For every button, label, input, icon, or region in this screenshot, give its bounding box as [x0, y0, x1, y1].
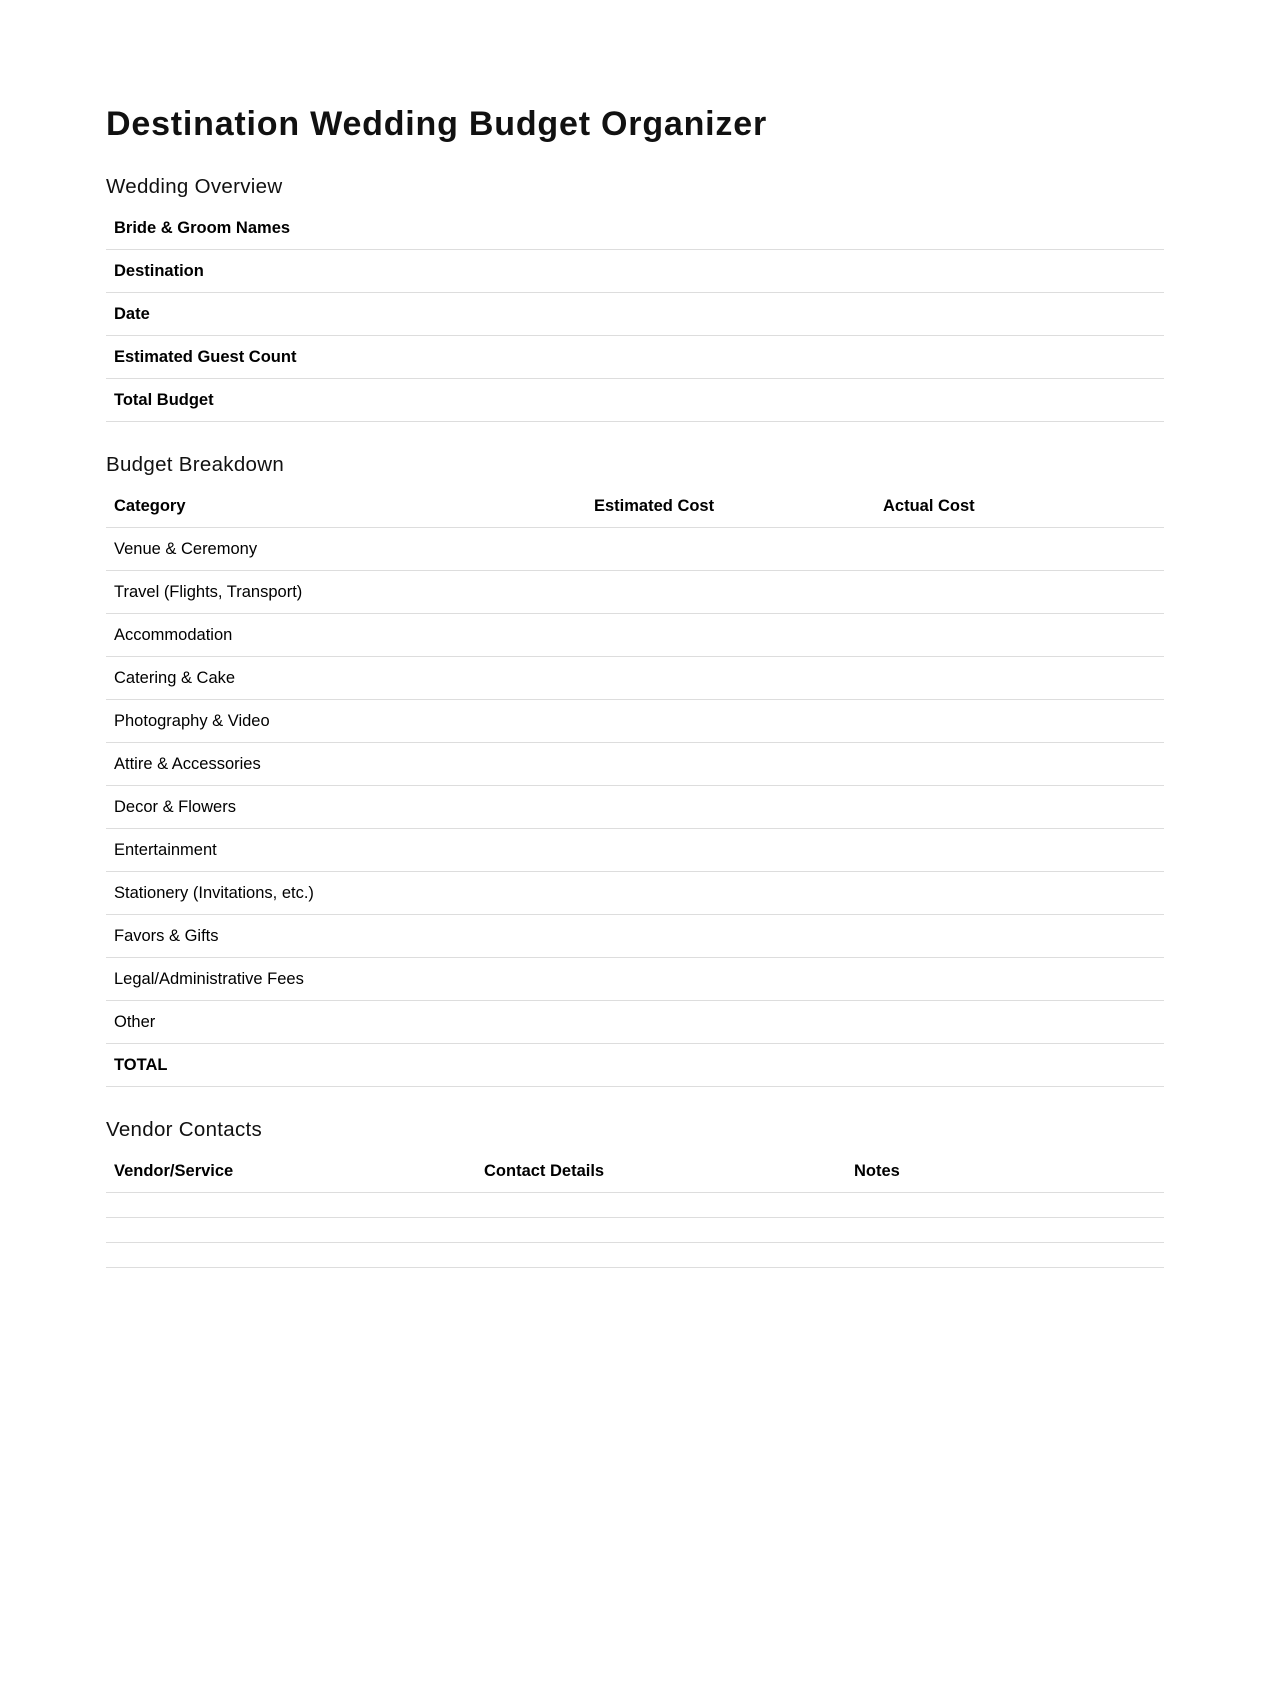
- overview-row: [106, 336, 1164, 379]
- budget-row: [106, 872, 1164, 915]
- overview-row: [106, 250, 1164, 293]
- column-header-actual-cost: Actual Cost: [875, 485, 1164, 528]
- overview-label: Date: [106, 293, 586, 336]
- overview-row: [106, 293, 1164, 336]
- budget-category: Venue & Ceremony: [106, 528, 586, 571]
- budget-estimated-cell[interactable]: [586, 915, 875, 958]
- overview-value[interactable]: [586, 207, 1164, 250]
- budget-actual-cell[interactable]: [875, 958, 1164, 1001]
- budget-row: [106, 915, 1164, 958]
- overview-value[interactable]: [586, 336, 1164, 379]
- vendor-heading: Vendor Contacts: [106, 1118, 263, 1141]
- budget-actual-cell[interactable]: [875, 614, 1164, 657]
- vendor-row: [106, 1193, 1164, 1218]
- page-title: Destination Wedding Budget Organizer: [106, 105, 767, 143]
- contact-cell[interactable]: [476, 1218, 846, 1243]
- budget-category: Stationery (Invitations, etc.): [106, 872, 586, 915]
- budget-total-label: TOTAL: [106, 1044, 586, 1087]
- budget-category: Other: [106, 1001, 586, 1044]
- overview-value[interactable]: [586, 250, 1164, 293]
- budget-estimated-cell[interactable]: [586, 700, 875, 743]
- budget-heading: Budget Breakdown: [106, 453, 285, 476]
- overview-heading: Wedding Overview: [106, 175, 283, 198]
- budget-actual-cell[interactable]: [875, 1001, 1164, 1044]
- budget-row: [106, 958, 1164, 1001]
- column-header-notes: Notes: [846, 1150, 1164, 1193]
- vendor-table: [106, 1150, 1164, 1268]
- overview-label: Destination: [106, 250, 586, 293]
- budget-total-actual-cell[interactable]: [875, 1044, 1164, 1087]
- budget-section: [106, 450, 1164, 1087]
- contact-cell[interactable]: [476, 1243, 846, 1268]
- budget-category: Favors & Gifts: [106, 915, 586, 958]
- vendor-header-row: [106, 1150, 1164, 1193]
- budget-estimated-cell[interactable]: [586, 958, 875, 1001]
- column-header-estimated-cost: Estimated Cost: [586, 485, 875, 528]
- budget-actual-cell[interactable]: [875, 700, 1164, 743]
- budget-actual-cell[interactable]: [875, 829, 1164, 872]
- budget-actual-cell[interactable]: [875, 786, 1164, 829]
- budget-estimated-cell[interactable]: [586, 657, 875, 700]
- document-content: [106, 98, 1164, 1268]
- overview-label: Bride & Groom Names: [106, 207, 586, 250]
- notes-cell[interactable]: [846, 1243, 1164, 1268]
- budget-row: [106, 528, 1164, 571]
- budget-row: [106, 700, 1164, 743]
- budget-category: Decor & Flowers: [106, 786, 586, 829]
- overview-value[interactable]: [586, 293, 1164, 336]
- budget-actual-cell[interactable]: [875, 743, 1164, 786]
- budget-total-estimated-cell[interactable]: [586, 1044, 875, 1087]
- overview-label: Total Budget: [106, 379, 586, 422]
- budget-actual-cell[interactable]: [875, 571, 1164, 614]
- vendor-cell[interactable]: [106, 1218, 476, 1243]
- vendor-section: [106, 1115, 1164, 1268]
- budget-category: Photography & Video: [106, 700, 586, 743]
- budget-category: Entertainment: [106, 829, 586, 872]
- column-header-vendor-service: Vendor/Service: [106, 1150, 476, 1193]
- budget-row: [106, 829, 1164, 872]
- budget-category: Catering & Cake: [106, 657, 586, 700]
- budget-row: [106, 786, 1164, 829]
- overview-table: [106, 207, 1164, 422]
- budget-estimated-cell[interactable]: [586, 786, 875, 829]
- budget-category: Travel (Flights, Transport): [106, 571, 586, 614]
- budget-estimated-cell[interactable]: [586, 829, 875, 872]
- budget-table: [106, 485, 1164, 1087]
- vendor-row: [106, 1243, 1164, 1268]
- overview-row: [106, 207, 1164, 250]
- overview-section: [106, 172, 1164, 422]
- vendor-cell[interactable]: [106, 1193, 476, 1218]
- overview-row: [106, 379, 1164, 422]
- budget-row: [106, 743, 1164, 786]
- vendor-row: [106, 1218, 1164, 1243]
- contact-cell[interactable]: [476, 1193, 846, 1218]
- budget-actual-cell[interactable]: [875, 657, 1164, 700]
- column-header-contact-details: Contact Details: [476, 1150, 846, 1193]
- budget-category: Legal/Administrative Fees: [106, 958, 586, 1001]
- budget-estimated-cell[interactable]: [586, 743, 875, 786]
- budget-row: [106, 571, 1164, 614]
- budget-estimated-cell[interactable]: [586, 1001, 875, 1044]
- budget-estimated-cell[interactable]: [586, 571, 875, 614]
- budget-total-row: [106, 1044, 1164, 1087]
- budget-estimated-cell[interactable]: [586, 872, 875, 915]
- budget-header-row: [106, 485, 1164, 528]
- column-header-category: Category: [106, 485, 586, 528]
- budget-category: Accommodation: [106, 614, 586, 657]
- budget-category: Attire & Accessories: [106, 743, 586, 786]
- budget-actual-cell[interactable]: [875, 528, 1164, 571]
- budget-row: [106, 1001, 1164, 1044]
- budget-actual-cell[interactable]: [875, 872, 1164, 915]
- budget-actual-cell[interactable]: [875, 915, 1164, 958]
- budget-row: [106, 657, 1164, 700]
- notes-cell[interactable]: [846, 1218, 1164, 1243]
- vendor-cell[interactable]: [106, 1243, 476, 1268]
- budget-row: [106, 614, 1164, 657]
- overview-label: Estimated Guest Count: [106, 336, 586, 379]
- notes-cell[interactable]: [846, 1193, 1164, 1218]
- budget-estimated-cell[interactable]: [586, 614, 875, 657]
- overview-value[interactable]: [586, 379, 1164, 422]
- budget-estimated-cell[interactable]: [586, 528, 875, 571]
